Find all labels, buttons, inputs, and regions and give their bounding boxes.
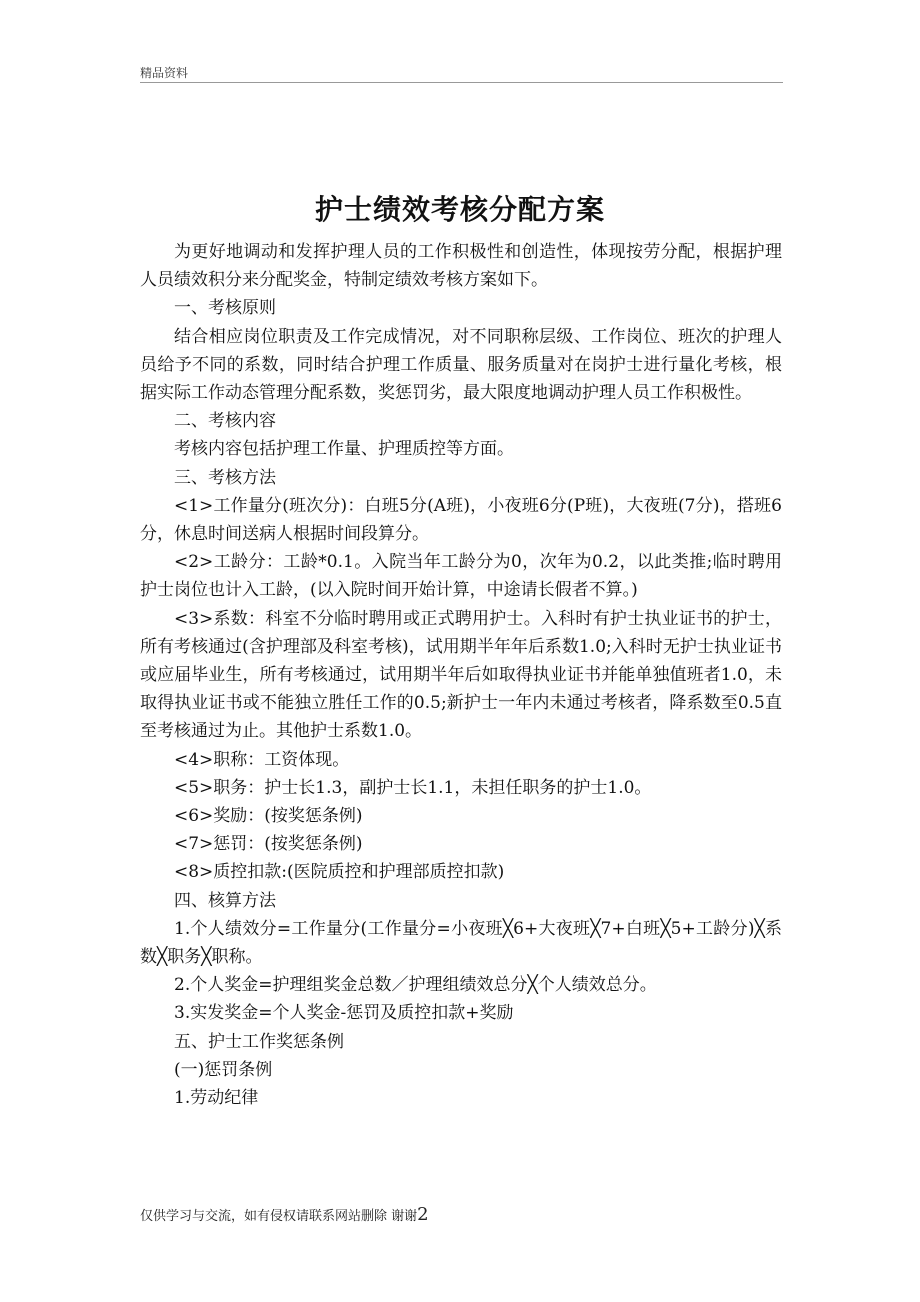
page-number: 2 [417, 1204, 429, 1225]
section-heading-3: 三、考核方法 [174, 467, 276, 488]
list-item: 2.个人奖金=护理组奖金总数／护理组绩效总分╳个人绩效总分。 [174, 975, 657, 996]
list-item: <7>惩罚：(按奖惩条例) [174, 834, 363, 855]
paragraph: 结合相应岗位职责及工作完成情况，对不同职称层级、工作岗位、班次的护理人员给予不同的系数，同时结合护理工作质量、服务质量对在岗护士进行量化考核，根据实际工作动态管理分配系数，奖惩罚劣，最大限度地调动护理人员工作积极性。 [140, 326, 782, 404]
list-item: <6>奖励：(按奖惩条例) [174, 806, 363, 827]
paragraph-intro: 为更好地调动和发挥护理人员的工作积极性和创造性，体现按劳分配，根据护理人员绩效积分来分配奖金，特制定绩效考核方案如下。 [140, 242, 782, 291]
list-item: <2>工龄分：工龄*0.1。入院当年工龄分为0，次年为0.2，以此类推;临时聘用护士岗位也计入工龄，(以入院时间开始计算，中途请长假者不算。) [140, 552, 782, 601]
list-item: 1.个人绩效分=工作量分(工作量分=小夜班╳6+大夜班╳7+白班╳5+工龄分)╳系数╳职务╳职称。 [140, 918, 782, 968]
list-item: <4>职称：工资体现。 [174, 749, 350, 770]
section-heading-4: 四、核算方法 [174, 890, 276, 911]
list-item: <3>系数：科室不分临时聘用或正式聘用护士。入科时有护士执业证书的护士，所有考核通过(含护理部及科室考核)，试用期半年年后系数1.0;入科时无护士执业证书或应届毕业生，所有考核通过，试用期半年后如取得执业证书并能单独值班者1.0，未取得执业证书或不能独立胜任工作的0.5;新护士一年内未通过考核者，降系数至0.5直至考核通过为止。其他护士系数1.0。 [140, 608, 782, 742]
header-divider [140, 82, 783, 83]
list-item: 3.实发奖金=个人奖金-惩罚及质控扣款+奖励 [174, 1003, 514, 1024]
list-item: <5>职务：护士长1.3，副护士长1.1，未担任职务的护士1.0。 [174, 777, 652, 798]
section-heading-2: 二、考核内容 [174, 411, 276, 432]
list-item: 1.劳动纪律 [174, 1088, 259, 1109]
page-header-label: 精品资料 [140, 66, 189, 80]
document-body [140, 238, 782, 1112]
section-heading-5: 五、护士工作奖惩条例 [174, 1031, 344, 1052]
footer-text: 仅供学习与交流，如有侵权请联系网站删除 谢谢 [140, 1209, 418, 1224]
list-item: <1>工作量分(班次分)：白班5分(A班)，小夜班6分(P班)，大夜班(7分)，搭班6分，休息时间送病人根据时间段算分。 [140, 495, 782, 545]
subsection-heading: (一)惩罚条例 [174, 1059, 273, 1080]
paragraph: 考核内容包括护理工作量、护理质控等方面。 [174, 439, 514, 460]
document-title: 护士绩效考核分配方案 [314, 193, 605, 226]
list-item: <8>质控扣款:(医院质控和护理部质控扣款) [174, 862, 505, 883]
section-heading-1: 一、考核原则 [174, 298, 276, 319]
page-footer [140, 1204, 429, 1225]
